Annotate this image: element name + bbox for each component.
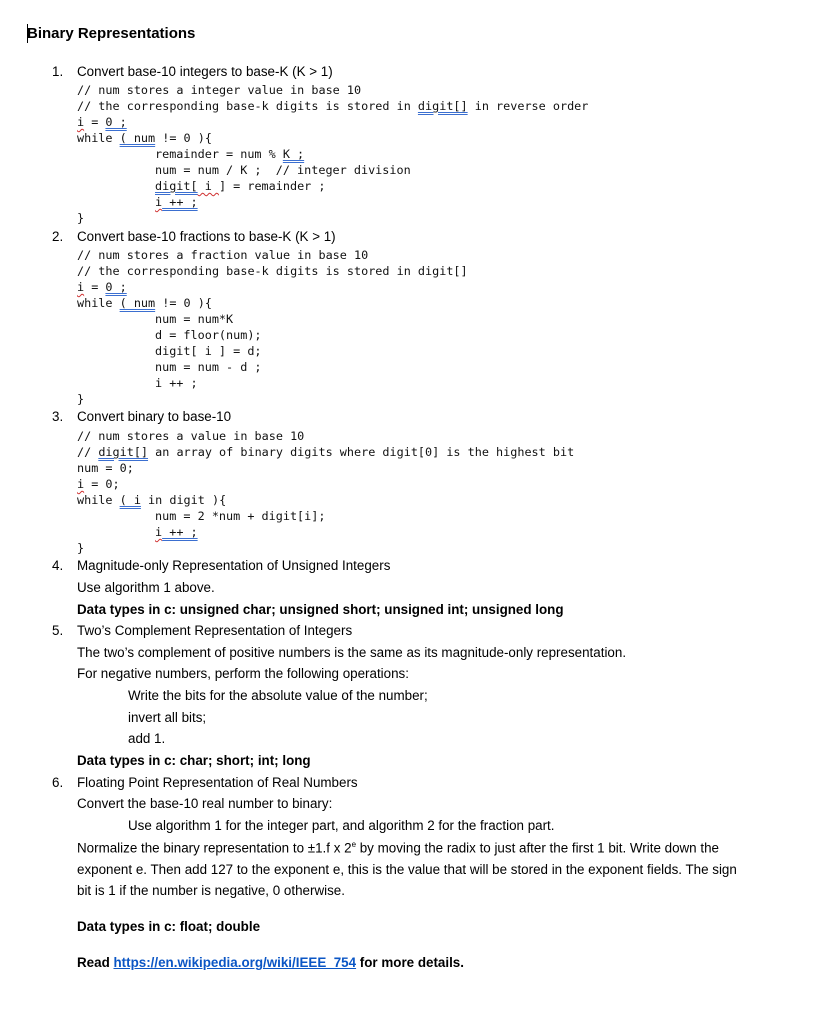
section-3-number: 3. <box>52 409 64 424</box>
section-6-number: 6. <box>52 775 64 790</box>
data-types-line: Data types in c: char; short; int; long <box>77 753 311 768</box>
code-line: // digit[] an array of binary digits where digit[0] is the highest bit <box>77 445 575 459</box>
section-4-heading: Magnitude-only Representation of Unsigned Integers <box>77 558 391 573</box>
code-line: } <box>77 211 85 225</box>
paragraph: Use algorithm 1 above. <box>77 580 215 595</box>
code-line: // num stores a value in base 10 <box>77 429 305 443</box>
step-item: add 1. <box>128 731 166 746</box>
code-line: i ++ ; <box>155 376 198 390</box>
read-more-line: Read https://en.wikipedia.org/wiki/IEEE_754 for more details. <box>77 955 464 970</box>
step-item: Write the bits for the absolute value of the number; <box>128 688 428 703</box>
paragraph: bit is 1 if the number is negative, 0 otherwise. <box>77 883 345 898</box>
section-6-heading: Floating Point Representation of Real Numbers <box>77 775 358 790</box>
code-line: i = 0; <box>77 477 120 491</box>
section-2-heading: Convert base-10 fractions to base-K (K > 1) <box>77 229 336 244</box>
code-line: i ++ ; <box>155 195 198 209</box>
code-line: digit[ i ] = remainder ; <box>155 179 326 193</box>
code-line: i ++ ; <box>155 525 198 539</box>
code-line: num = num - d ; <box>155 360 262 374</box>
code-line: while ( i in digit ){ <box>77 493 227 507</box>
data-types-line: Data types in c: unsigned char; unsigned short; unsigned int; unsigned long <box>77 602 564 617</box>
wikipedia-link[interactable]: https://en.wikipedia.org/wiki/IEEE_754 <box>113 955 357 970</box>
code-line: num = num*K <box>155 312 234 326</box>
code-line: i = 0 ; <box>77 115 127 129</box>
section-1-heading: Convert base-10 integers to base-K (K > 1) <box>77 64 333 79</box>
code-line: } <box>77 392 85 406</box>
code-line: i = 0 ; <box>77 280 127 294</box>
code-line: while ( num != 0 ){ <box>77 296 212 310</box>
page-title: Binary Representations <box>27 25 196 42</box>
data-types-line: Data types in c: float; double <box>77 919 261 934</box>
code-line: num = num / K ; // integer division <box>155 163 411 177</box>
section-3-heading: Convert binary to base-10 <box>77 409 232 424</box>
section-5-number: 5. <box>52 623 64 638</box>
step-item: invert all bits; <box>128 710 207 725</box>
paragraph: Use algorithm 1 for the integer part, and algorithm 2 for the fraction part. <box>128 818 555 833</box>
code-line: while ( num != 0 ){ <box>77 131 212 145</box>
code-line: num = 0; <box>77 461 134 475</box>
section-4-number: 4. <box>52 558 64 573</box>
code-line: } <box>77 541 85 555</box>
code-line: // num stores a fraction value in base 10 <box>77 248 369 262</box>
paragraph: Normalize the binary representation to ±1.f x 2e by moving the radix to just after the first 1 bit. Write down the <box>77 840 719 856</box>
code-line: num = 2 *num + digit[i]; <box>155 509 326 523</box>
paragraph: For negative numbers, perform the following operations: <box>77 666 409 681</box>
code-line: // the corresponding base-k digits is stored in digit[] <box>77 264 468 278</box>
code-line: // the corresponding base-k digits is stored in digit[] in reverse order <box>77 99 589 113</box>
section-2-number: 2. <box>52 229 64 244</box>
paragraph: Convert the base-10 real number to binary: <box>77 796 333 811</box>
code-line: // num stores a integer value in base 10 <box>77 83 362 97</box>
code-line: remainder = num % K ; <box>155 147 305 161</box>
code-line: d = floor(num); <box>155 328 262 342</box>
paragraph: exponent e. Then add 127 to the exponent e, this is the value that will be stored in the exponent fields. The sign <box>77 862 737 877</box>
paragraph: The two’s complement of positive numbers is the same as its magnitude-only representation. <box>77 645 627 660</box>
section-1-number: 1. <box>52 64 64 79</box>
section-5-heading: Two’s Complement Representation of Integers <box>77 623 353 638</box>
code-line: digit[ i ] = d; <box>155 344 262 358</box>
